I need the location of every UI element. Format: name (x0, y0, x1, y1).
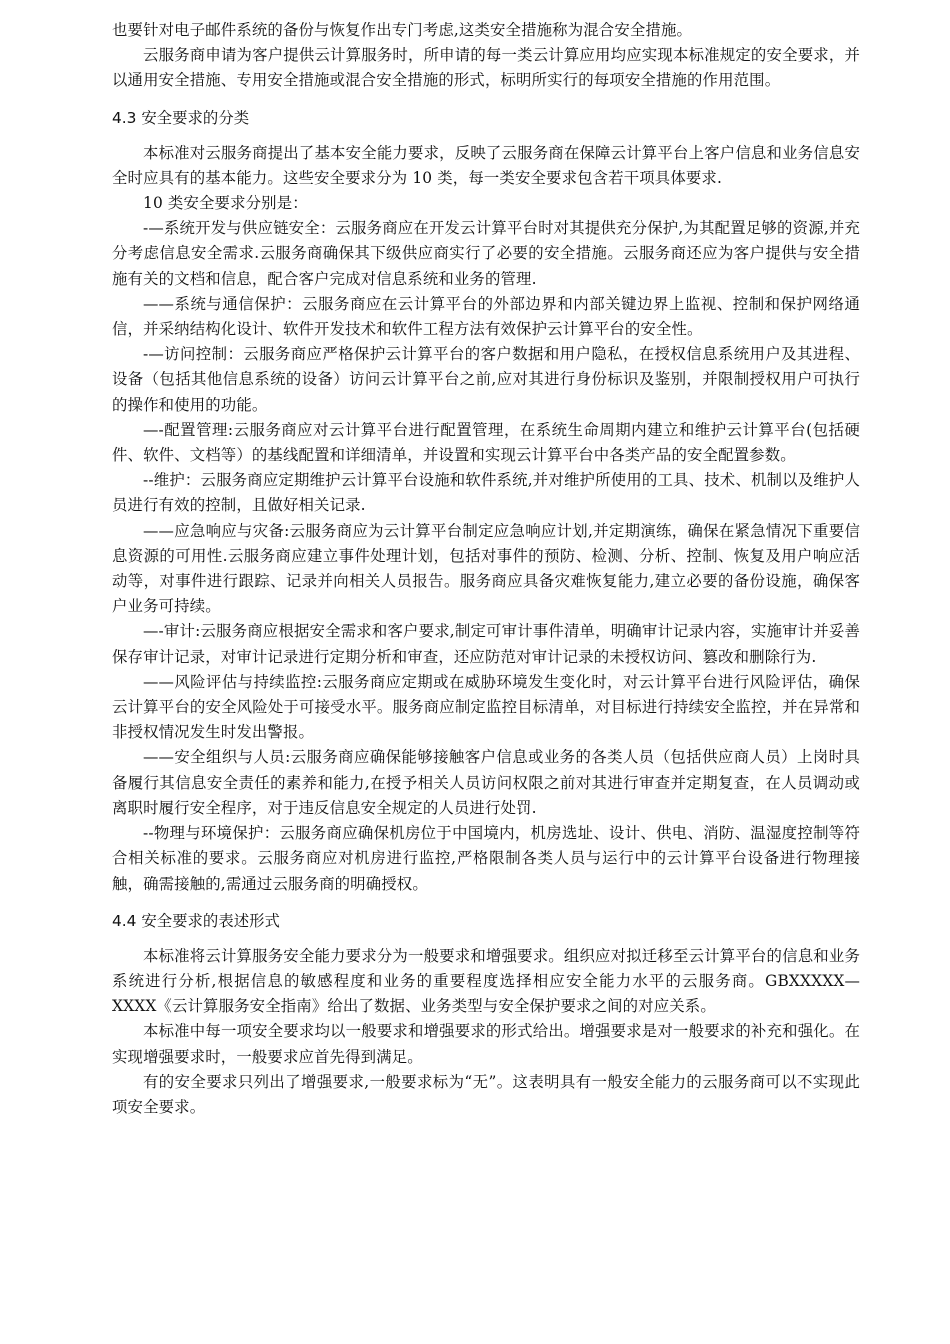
list-item-configuration-management: —-配置管理:云服务商应对云计算平台进行配置管理，在系统生命周期内建立和维护云计算平台(包括硬件、软件、文档等）的基线配置和详细清单，并设置和实现云计算平台中各类产品的安全配置参数。 (112, 420, 860, 465)
list-item-system-development: -—系统开发与供应链安全：云服务商应在开发云计算平台时对其提供充分保护,为其配置足够的资源,并充分考虑信息安全需求.云服务商确保其下级供应商实行了必要的安全措施。云服务商还应为客户提供与安全措施有关的文档和信息，配合客户完成对信息系统和业务的管理. (112, 219, 860, 288)
paragraph-none-general: 有的安全要求只列出了增强要求,一般要求标为“无”。这表明具有一般安全能力的云服务商可以不实现此项安全要求。 (112, 1072, 860, 1116)
list-item-incident-response: ——应急响应与灾备:云服务商应为云计算平台制定应急响应计划,并定期演练，确保在紧急情况下重要信息资源的可用性.云服务商应建立事件处理计划，包括对事件的预防、检测、分析、控制、恢复及用户响应活动等，对事件进行跟踪、记录并向相关人员报告。服务商应具备灾难恢复能力,建立必要的备份设施，确保客户业务可持续。 (112, 521, 860, 616)
list-item-access-control: -—访问控制：云服务商应严格保护云计算平台的客户数据和用户隐私，在授权信息系统用户及其进程、设备（包括其他信息系统的设备）访问云计算平台之前,应对其进行身份标识及鉴别，并限制授权用户可执行的操作和使用的功能。 (112, 345, 860, 414)
paragraph-basic-capability: 本标准对云服务商提出了基本安全能力要求，反映了云服务商在保障云计算平台上客户信息和业务信息安全时应具有的基本能力。这些安全要求分为 10 类，每一类安全要求包含若干项具体要求. (112, 143, 860, 187)
section-heading-4-3: 4.3 安全要求的分类 (112, 108, 250, 127)
list-item-maintenance: --维护：云服务商应定期维护云计算平台设施和软件系统,并对维护所使用的工具、技术、机制以及维护人员进行有效的控制，且做好相关记录. (112, 471, 860, 515)
paragraph-scope-statement: 云服务商申请为客户提供云计算服务时，所申请的每一类云计算应用均应实现本标准规定的安全要求，并以通用安全措施、专用安全措施或混合安全措施的形式，标明所实行的每项安全措施的作用范围。 (112, 46, 860, 90)
list-item-personnel: ——安全组织与人员:云服务商应确保能够接触客户信息或业务的各类人员（包括供应商人员）上岗时具备履行其信息安全责任的素养和能力,在授予相关人员访问权限之前对其进行审查并定期复查，在人员调动或离职时履行安全程序，对于违反信息安全规定的人员进行处罚. (112, 748, 860, 817)
document-body (112, 18, 860, 1120)
list-item-risk-assessment: ——风险评估与持续监控:云服务商应定期或在威胁环境发生变化时，对云计算平台进行风险评估，确保云计算平台的安全风险处于可接受水平。服务商应制定监控目标清单，对目标进行持续安全监控，并在异常和非授权情况发生时发出警报。 (112, 672, 860, 742)
paragraph-enhanced-requirements: 本标准中每一项安全要求均以一般要求和增强要求的形式给出。增强要求是对一般要求的补充和强化。在实现增强要求时，一般要求应首先得到满足。 (112, 1022, 860, 1066)
list-item-communication-protection: ——系统与通信保护：云服务商应在云计算平台的外部边界和内部关键边界上监视、控制和保护网络通信，并采纳结构化设计、软件开发技术和软件工程方法有效保护云计算平台的安全性。 (112, 294, 860, 339)
paragraph-requirement-levels: 本标准将云计算服务安全能力要求分为一般要求和增强要求。组织应对拟迁移至云计算平台的信息和业务系统进行分析,根据信息的敏感程度和业务的重要程度选择相应安全能力水平的云服务商。GBXXXXX—XXXX《云计算服务安全指南》给出了数据、业务类型与安全保护要求之间的对应关系。 (112, 946, 860, 1016)
section-heading-4-4: 4.4 安全要求的表述形式 (112, 911, 280, 930)
list-item-physical-protection: --物理与环境保护：云服务商应确保机房位于中国境内，机房选址、设计、供电、消防、温湿度控制等符合相关标准的要求。云服务商应对机房进行监控,严格限制各类人员与运行中的云计算平台设备进行物理接触，确需接触的,需通过云服务商的明确授权。 (112, 824, 860, 893)
list-item-audit: —-审计:云服务商应根据安全需求和客户要求,制定可审计事件清单，明确审计记录内容，实施审计并妥善保存审计记录，对审计记录进行定期分析和审查，还应防范对审计记录的未授权访问、篡改和删除行为. (112, 622, 860, 666)
paragraph-mixed-measures: 也要针对电子邮件系统的备份与恢复作出专门考虑,这类安全措施称为混合安全措施。 (112, 21, 693, 39)
paragraph-categories-intro: 10 类安全要求分别是： (143, 194, 308, 213)
